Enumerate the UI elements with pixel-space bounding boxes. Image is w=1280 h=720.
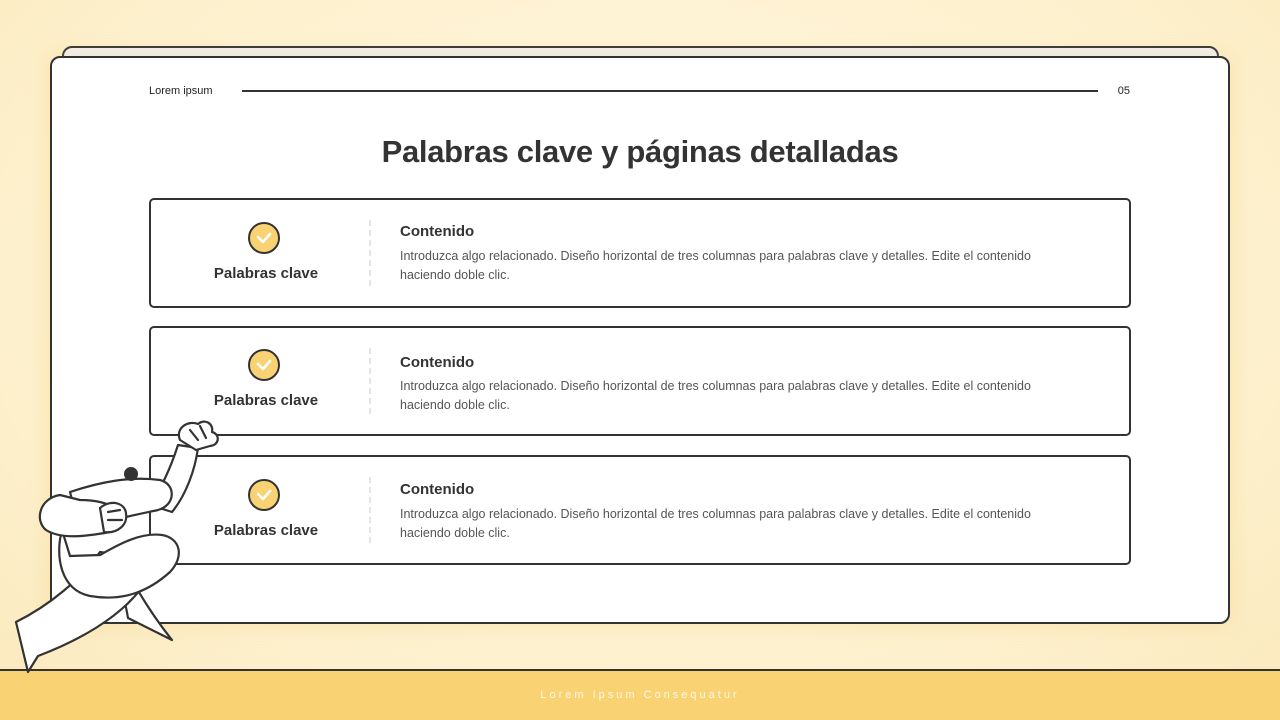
- climbing-figure-illustration: [0, 405, 240, 675]
- row-description: Introduzca algo relacionado. Diseño horizontal de tres columnas para palabras clave y detalles. Edite el contenido haciendo doble clic.: [400, 249, 1031, 282]
- row-heading: Contenido: [400, 481, 475, 498]
- footer-text: Lorem Ipsum Consequatur: [540, 689, 740, 701]
- keyword-row-3[interactable]: [149, 455, 1131, 565]
- column-divider: [369, 220, 371, 286]
- header-rule: [242, 90, 1098, 92]
- page-title: Palabras clave y páginas detalladas: [381, 134, 899, 169]
- page-number: 05: [1117, 85, 1130, 97]
- row-description: Introduzca algo relacionado. Diseño horizontal de tres columnas para palabras clave y detalles. Edite el contenido haciendo doble clic.: [400, 379, 1031, 412]
- column-divider: [369, 348, 371, 414]
- check-circle-icon: [248, 479, 280, 511]
- row-heading: Contenido: [400, 223, 475, 240]
- footer-bar: [0, 669, 1280, 720]
- keyword-row-1[interactable]: [149, 198, 1131, 308]
- check-circle-icon: [248, 222, 280, 254]
- keyword-label: Palabras clave: [213, 392, 319, 409]
- header-label: Lorem ipsum: [149, 85, 213, 97]
- keyword-row-2[interactable]: [149, 326, 1131, 436]
- column-divider: [369, 477, 371, 543]
- keyword-label: Palabras clave: [213, 522, 319, 539]
- check-circle-icon: [248, 349, 280, 381]
- row-heading: Contenido: [400, 354, 475, 371]
- row-description: Introduzca algo relacionado. Diseño horizontal de tres columnas para palabras clave y detalles. Edite el contenido haciendo doble clic.: [400, 507, 1031, 540]
- keyword-label: Palabras clave: [213, 265, 319, 282]
